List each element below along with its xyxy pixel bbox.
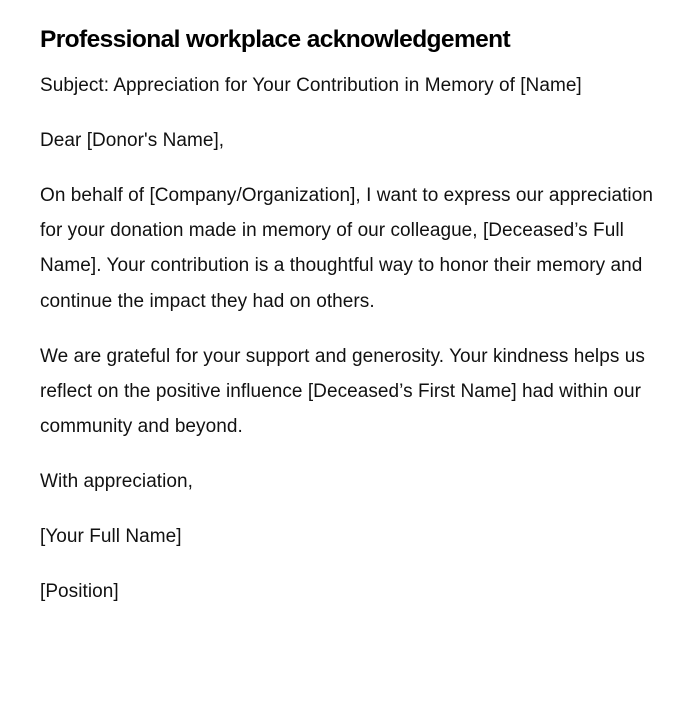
- subject-line: Subject: Appreciation for Your Contribution in Memory of [Name]: [40, 75, 582, 96]
- closing: With appreciation,: [40, 471, 193, 493]
- document-title: Professional workplace acknowledgement: [40, 26, 511, 53]
- body-paragraph: We are grateful for your support and generosity. Your kindness helps us reflect on the positive influence [Deceased’s First Name] had within our community and beyond.: [40, 345, 645, 438]
- body-paragraph: On behalf of [Company/Organization], I want to express our appreciation for your donation made in memory of our colleague, [Deceased’s Full Name]. Your contribution is a thoughtful way to honor their memory and continue the impact they had on others.: [40, 185, 653, 312]
- signature-position: [Position]: [40, 581, 119, 603]
- salutation: Dear [Donor's Name],: [40, 130, 225, 151]
- signature-name: [Your Full Name]: [40, 526, 182, 548]
